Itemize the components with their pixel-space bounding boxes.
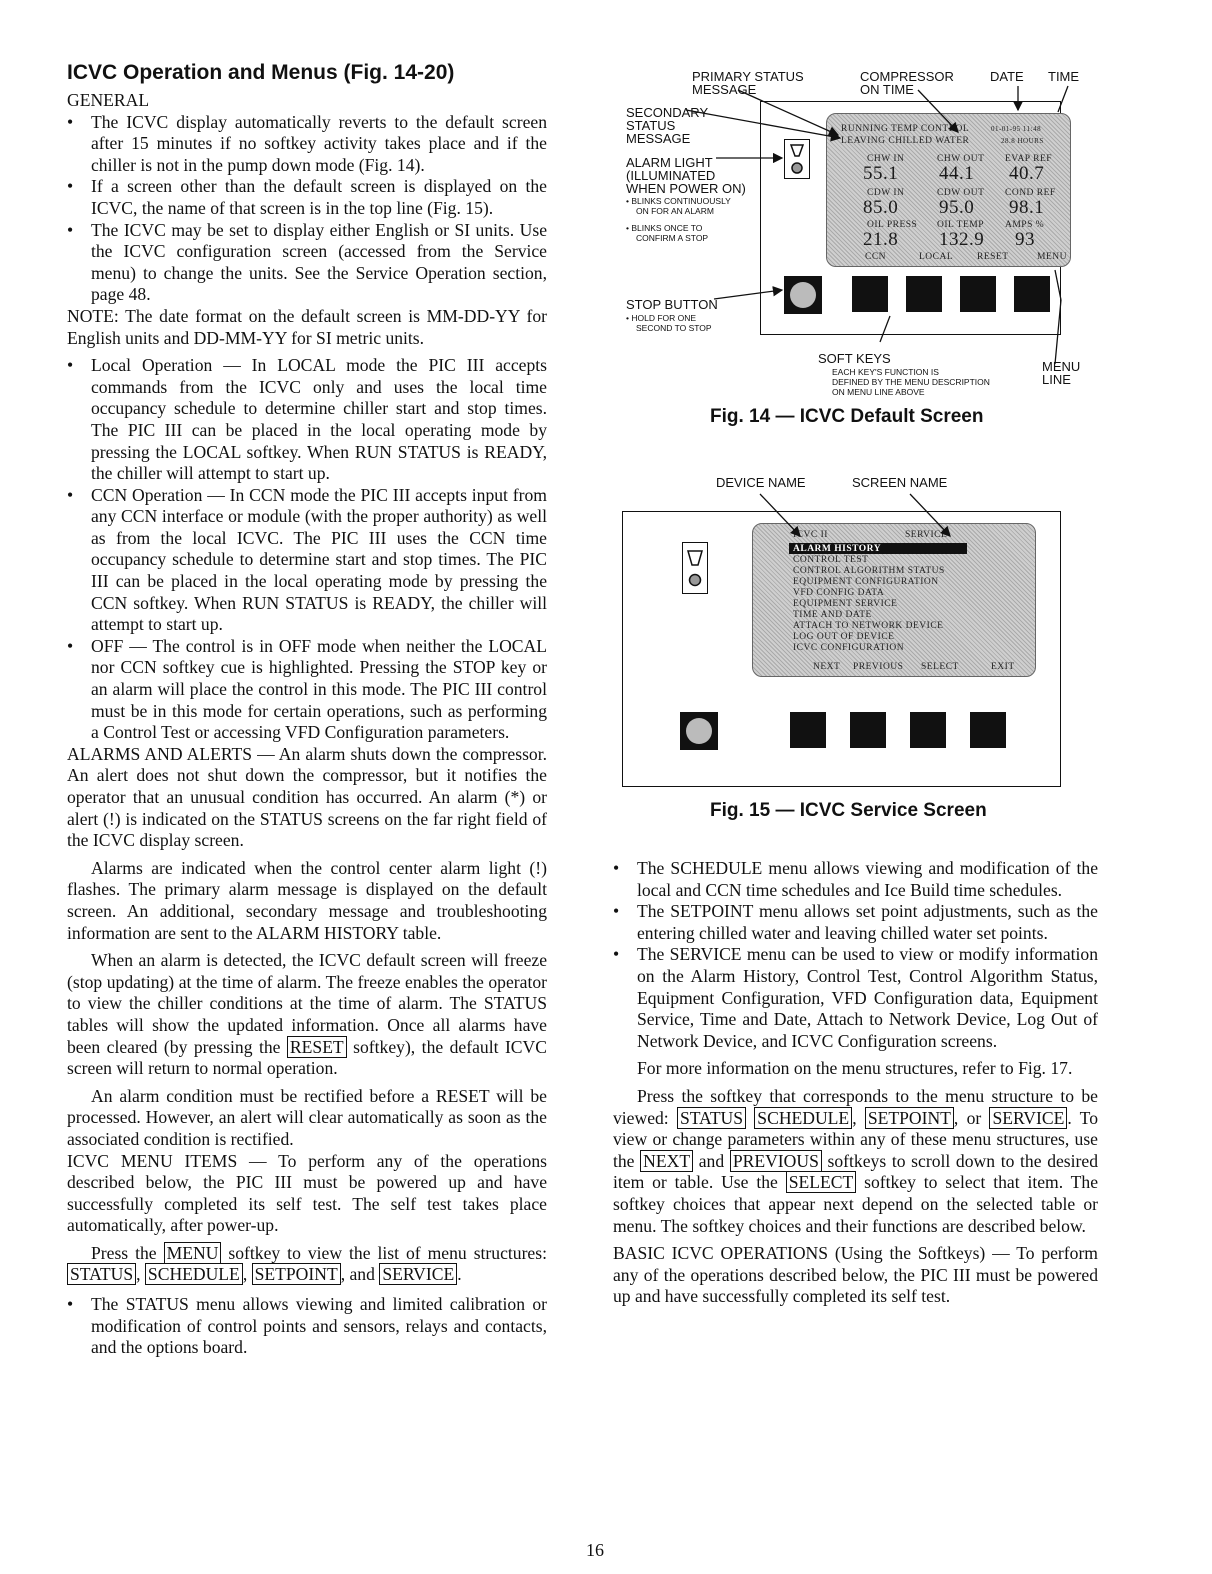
menu-label: MENU xyxy=(1042,359,1081,374)
softkey-3[interactable] xyxy=(910,712,946,748)
menu-softkey-ref: MENU xyxy=(164,1242,222,1264)
fig14-caption: Fig. 14 — ICVC Default Screen xyxy=(710,406,984,427)
lcd-menu-item: ATTACH TO NETWORK DEVICE xyxy=(793,621,944,631)
lcd-softkey-label: LOCAL xyxy=(919,252,954,262)
lcd-value: 85.0 xyxy=(863,197,899,218)
lcd-menu-item: LOG OUT OF DEVICE xyxy=(793,632,895,642)
defined-by-note: DEFINED BY THE MENU DESCRIPTION xyxy=(832,377,990,387)
fig14-leader-lines xyxy=(600,60,1212,400)
list-item: • The ICVC may be set to display either English or SI units. Use the ICVC configuration screen (accessed from the Service menu) to change the units. See the Service Operation section, page 48. xyxy=(67,220,547,306)
alarms-paragraph-1: ALARMS AND ALERTS — An alarm shuts down the compressor. An alert does not shut down the compressor, but it notifies the operator that an unusual condition has occurred. An alarm (*) or alert (!) is indicated on the STATUS screens on the far right field of the ICVC display screen. xyxy=(67,743,547,851)
press-menu-paragraph: Press the MENU softkey to view the list of menu structures: STATUS , SCHEDULE , SETPOINT , and SERVICE . xyxy=(67,1243,547,1286)
softkey-1[interactable] xyxy=(790,712,826,748)
lcd-label: AMPS % xyxy=(1005,220,1045,230)
select-softkey-ref: SELECT xyxy=(786,1171,857,1193)
lcd-softkey-label: PREVIOUS xyxy=(853,662,904,672)
schedule-softkey-ref: SCHEDULE xyxy=(754,1107,852,1129)
illuminated-label: (ILLUMINATED xyxy=(626,168,716,183)
soft-keys-label: SOFT KEYS xyxy=(818,351,891,366)
status-bullet-list xyxy=(67,1294,547,1359)
primary-status-label: PRIMARY STATUS xyxy=(692,69,804,84)
setpoint-softkey-ref: SETPOINT xyxy=(865,1107,954,1129)
menu-bullet-list xyxy=(613,858,1098,1052)
blinks-once-note: • BLINKS ONCE TO xyxy=(626,223,703,233)
lcd-menu-item-selected: ALARM HISTORY xyxy=(793,544,882,554)
lcd-label: CHW OUT xyxy=(937,154,985,164)
status-softkey-ref: STATUS xyxy=(67,1263,136,1285)
secondary-label: SECONDARY xyxy=(626,105,709,120)
lcd-menu-item: CONTROL ALGORITHM STATUS xyxy=(793,566,945,576)
and-word: and xyxy=(698,1150,725,1171)
lcd-label: OIL TEMP xyxy=(937,220,985,230)
lcd-menu-item: VFD CONFIG DATA xyxy=(793,588,885,598)
schedule-softkey-ref: SCHEDULE xyxy=(145,1263,243,1285)
menu-items-paragraph: ICVC MENU ITEMS — To perform any of the operations described below, the PIC III must be powered up and have successfully completed its self test. The self test takes place automatically, after power-up. xyxy=(67,1150,547,1236)
page-number: 16 xyxy=(586,1540,604,1560)
lcd-value: 98.1 xyxy=(1009,197,1045,218)
lcd-primary-status: RUNNING TEMP CONTROL xyxy=(841,124,970,134)
fig15-leader-lines xyxy=(600,480,1080,560)
alarms-paragraph-4: An alarm condition must be rectified before a RESET will be processed. However, an alert will clear automatically as soon as the associated condition is rectified. xyxy=(67,1085,547,1149)
line-label: LINE xyxy=(1042,372,1071,387)
right-column xyxy=(613,858,1098,1308)
service-softkey-ref: SERVICE xyxy=(989,1107,1067,1129)
more-info-paragraph: For more information on the menu structures, refer to Fig. 17. xyxy=(637,1058,1073,1079)
previous-softkey-ref: PREVIOUS xyxy=(730,1150,822,1172)
lcd-value: 21.8 xyxy=(863,229,899,250)
time-label: TIME xyxy=(1048,69,1080,84)
press-softkey-a: Press the softkey that corresponds to the menu structure to be viewed: xyxy=(613,1085,1098,1128)
secondary-message-label: MESSAGE xyxy=(626,131,691,146)
mode-bullet-list xyxy=(67,355,547,744)
on-time-label: ON TIME xyxy=(860,82,914,97)
when-power-label: WHEN POWER ON) xyxy=(626,181,746,196)
section-heading: ICVC Operation and Menus (Fig. 14-20) xyxy=(67,61,455,84)
lcd-menu-item: TIME AND DATE xyxy=(793,610,872,620)
press-softkey-c: softkeys to scroll down to the desired item or table. Use the xyxy=(613,1150,1098,1193)
lcd-value: 40.7 xyxy=(1009,163,1045,184)
lcd-value: 44.1 xyxy=(939,163,975,184)
compressor-label: COMPRESSOR xyxy=(860,69,954,84)
lcd-compressor-hours: 28.8 HOURS xyxy=(1001,137,1044,145)
and-word: and xyxy=(349,1264,375,1285)
secondary-status-label: STATUS xyxy=(626,118,676,133)
lcd-value: 132.9 xyxy=(939,229,985,250)
alarms-p3-tail: softkey), the default ICVC screen will return to normal operation. xyxy=(67,1036,547,1079)
reset-softkey-ref: RESET xyxy=(287,1036,347,1058)
alarms-paragraph-3 xyxy=(67,950,547,1080)
setpoint-softkey-ref: SETPOINT xyxy=(252,1263,341,1285)
lcd-softkey-label: NEXT xyxy=(813,662,841,672)
lcd-device-name: ICVC II xyxy=(793,530,828,540)
blinks-continuously-note: • BLINKS CONTINUOUSLY xyxy=(626,196,731,206)
softkey-2[interactable] xyxy=(850,712,886,748)
lcd-softkey-label: SELECT xyxy=(921,662,959,672)
lcd-softkey-label: CCN xyxy=(865,252,887,262)
general-bullet-list xyxy=(67,112,547,306)
general-subheading: GENERAL xyxy=(67,90,150,110)
or-word: or xyxy=(966,1107,982,1128)
confirm-stop-note: CONFIRM A STOP xyxy=(636,233,709,243)
lcd-secondary-status: LEAVING CHILLED WATER xyxy=(841,136,970,146)
hold-note: • HOLD FOR ONE xyxy=(626,313,697,323)
list-item: • The SERVICE menu can be used to view or modify information on the Alarm History, Control Test, Control Algorithm Status, Equipment Configuration, VFD Configuration data, Equipment Service, Time and Date, Attach to Network Device, Log Out of Network Device, and ICVC Configuration screens. xyxy=(613,944,1098,1052)
fig15-caption: Fig. 15 — ICVC Service Screen xyxy=(710,800,987,821)
lcd-menu-item: ICVC CONFIGURATION xyxy=(793,643,905,653)
lcd-menu-item: CONTROL TEST xyxy=(793,555,869,565)
lcd-screen-name: SERVICE xyxy=(905,530,948,540)
stop-button[interactable] xyxy=(680,712,718,750)
each-key-note: EACH KEY'S FUNCTION IS xyxy=(832,367,939,377)
alarms-paragraph-2: Alarms are indicated when the control center alarm light (!) flashes. The primary alarm message is displayed on the default screen. An additional, secondary message and troubleshooting information are sent to the ALARM HISTORY table. xyxy=(67,857,547,943)
lcd-date-time: 01-01-95 11:48 xyxy=(991,125,1042,133)
lcd-value: 95.0 xyxy=(939,197,975,218)
device-name-label: DEVICE NAME xyxy=(716,475,806,490)
list-item: • CCN Operation — In CCN mode the PIC III accepts input from any CCN interface or module (with the proper authority) as well as from the local ICVC. The PIC III uses the CCN time occupancy schedule to determine start and stop times. The PIC III can be placed in the local operating mode by pressing the CCN softkey. When RUN STATUS is READY, the chiller will attempt to start up. xyxy=(67,485,547,636)
press-softkey-paragraph: Press the softkey that corresponds to the menu structure to be viewed: STATUS SCHEDULE , SETPOINT , or SERVICE . To view or change parameters within any of these menu structures, use the NEXT and PREVIOUS softkeys to scroll down to the desired item or table. Use the SELECT softkey to select that item. The softkey choices that appear next depend on the selected table or menu. The softkey choices and their functions are described below. xyxy=(613,1085,1099,1236)
press-menu-a: Press the xyxy=(91,1242,157,1263)
lcd-menu-item: EQUIPMENT CONFIGURATION xyxy=(793,577,939,587)
left-column xyxy=(67,60,547,1359)
lcd-label: OIL PRESS xyxy=(867,220,918,230)
service-softkey-ref: SERVICE xyxy=(379,1263,457,1285)
press-softkey-d: softkey to select that item. The softkey choices that appear next depend on the selected table or menu. The softkey choices and their functions are described below. xyxy=(613,1172,1099,1236)
press-menu-b: softkey to view the list of menu structures: xyxy=(228,1242,547,1263)
on-menu-line-note: ON MENU LINE ABOVE xyxy=(832,387,925,397)
note-paragraph: NOTE: The date format on the default screen is MM-DD-YY for English units and DD-MM-YY for SI metric units. xyxy=(67,305,547,348)
press-softkey-b: To view or change parameters within any of these menu structures, use the xyxy=(613,1107,1098,1171)
date-label: DATE xyxy=(990,69,1024,84)
lcd-menu-item: EQUIPMENT SERVICE xyxy=(793,599,898,609)
list-item: • If a screen other than the default screen is displayed on the ICVC, the name of that screen is in the top line (Fig. 15). xyxy=(67,176,547,219)
screen-name-label: SCREEN NAME xyxy=(852,475,948,490)
softkey-4[interactable] xyxy=(970,712,1006,748)
status-softkey-ref: STATUS xyxy=(677,1107,746,1129)
lcd-softkey-label: RESET xyxy=(977,252,1009,262)
list-item: • The STATUS menu allows viewing and limited calibration or modification of control points and sensors, relays and contacts, and the options board. xyxy=(67,1294,547,1359)
on-alarm-note: ON FOR AN ALARM xyxy=(636,206,714,216)
next-softkey-ref: NEXT xyxy=(640,1150,693,1172)
alarms-p3-text: When an alarm is detected, the ICVC default screen will freeze (stop updating) at the time of alarm. The freeze enables the operator to view the chiller conditions at the time of alarm. The STATUS tables will show the updated information. Once all alarms have been cleared (by pressing the xyxy=(67,950,547,1057)
stop-button-label: STOP BUTTON xyxy=(626,297,718,312)
primary-message-label: MESSAGE xyxy=(692,82,757,97)
lcd-label: CDW OUT xyxy=(937,188,985,198)
list-item: • The SCHEDULE menu allows viewing and modification of the local and CCN time schedules and Ice Build time schedules. xyxy=(613,858,1098,901)
lcd-label: CHW IN xyxy=(867,154,905,164)
list-item: • OFF — The control is in OFF mode when neither the LOCAL nor CCN softkey cue is highlighted. Pressing the STOP key or an alarm will place the control in this mode. The PIC III control must be in this mode for certain operations, such as performing a Control Test or accessing VFD Configuration parameters. xyxy=(67,636,547,744)
lcd-label: CDW IN xyxy=(867,188,905,198)
lcd-value: 93 xyxy=(1015,229,1035,250)
lcd-label: EVAP REF xyxy=(1005,154,1053,164)
lcd-label: COND REF xyxy=(1005,188,1056,198)
lcd-softkey-label: EXIT xyxy=(991,662,1015,672)
list-item: • The ICVC display automatically reverts to the default screen after 15 minutes if no softkey activity takes place and if the chiller is not in the pump down mode (Fig. 14). xyxy=(67,112,547,177)
list-item: • Local Operation — In LOCAL mode the PIC III accepts commands from the ICVC only and uses the local time occupancy schedule to determine chiller start and stop times. The PIC III can be placed in the local operating mode by pressing the LOCAL softkey. When RUN STATUS is READY, the chiller will attempt to start up. xyxy=(67,355,547,485)
lcd-value: 55.1 xyxy=(863,163,899,184)
list-item: • The SETPOINT menu allows set point adjustments, such as the entering chilled water and leaving chilled water set points. xyxy=(613,901,1098,944)
basic-operations-paragraph: BASIC ICVC OPERATIONS (Using the Softkeys) — To perform any of the operations described below, the PIC III must be powered up and have successfully completed its self test. xyxy=(613,1243,1098,1307)
second-to-stop-note: SECOND TO STOP xyxy=(636,323,712,333)
alarm-light-label: ALARM LIGHT xyxy=(626,155,713,170)
lcd-softkey-label: MENU xyxy=(1037,252,1067,262)
